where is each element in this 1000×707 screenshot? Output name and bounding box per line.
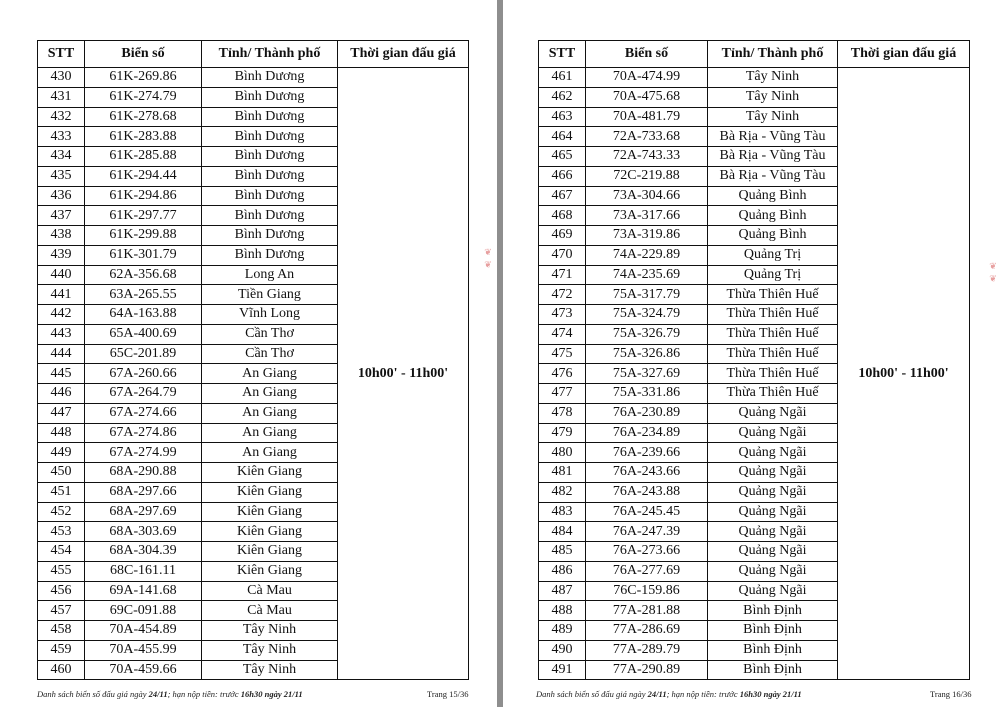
cell-plate: 77A-289.79 — [586, 640, 708, 660]
cell-province: Quảng Ngãi — [708, 522, 838, 542]
cell-stt: 481 — [539, 463, 586, 483]
cell-plate: 61K-285.88 — [85, 147, 202, 167]
cell-stt: 449 — [38, 443, 85, 463]
cell-stt: 471 — [539, 265, 586, 285]
cell-plate: 70A-481.79 — [586, 107, 708, 127]
cell-plate: 76A-245.45 — [586, 502, 708, 522]
cell-plate: 73A-319.86 — [586, 226, 708, 246]
cell-stt: 470 — [539, 245, 586, 265]
cell-province: Bình Định — [708, 621, 838, 641]
cell-plate: 61K-278.68 — [85, 107, 202, 127]
cell-stt: 486 — [539, 561, 586, 581]
cell-stt: 466 — [539, 166, 586, 186]
cell-stt: 450 — [38, 463, 85, 483]
cell-plate: 70A-475.68 — [586, 87, 708, 107]
cell-plate: 67A-274.99 — [85, 443, 202, 463]
cell-stt: 435 — [38, 166, 85, 186]
red-stamp-mark: ❦ ❦ — [484, 248, 494, 271]
cell-plate: 70A-459.66 — [85, 660, 202, 680]
cell-plate: 69C-091.88 — [85, 601, 202, 621]
cell-province: Bình Dương — [202, 186, 338, 206]
cell-stt: 458 — [38, 621, 85, 641]
cell-stt: 468 — [539, 206, 586, 226]
cell-stt: 465 — [539, 147, 586, 167]
cell-province: Quảng Ngãi — [708, 482, 838, 502]
cell-stt: 448 — [38, 423, 85, 443]
cell-province: Bình Định — [708, 640, 838, 660]
cell-province: Cần Thơ — [202, 344, 338, 364]
cell-plate: 61K-269.86 — [85, 68, 202, 88]
cell-plate: 75A-326.79 — [586, 324, 708, 344]
cell-province: Quảng Trị — [708, 265, 838, 285]
cell-province: Long An — [202, 265, 338, 285]
cell-stt: 469 — [539, 226, 586, 246]
cell-province: Bình Dương — [202, 127, 338, 147]
header-stt: STT — [539, 41, 586, 68]
cell-stt: 441 — [38, 285, 85, 305]
cell-province: Bình Dương — [202, 245, 338, 265]
cell-province: Thừa Thiên Huế — [708, 384, 838, 404]
cell-province: Bình Dương — [202, 166, 338, 186]
cell-province: Kiên Giang — [202, 522, 338, 542]
cell-province: Thừa Thiên Huế — [708, 324, 838, 344]
cell-stt: 472 — [539, 285, 586, 305]
cell-stt: 479 — [539, 423, 586, 443]
cell-stt: 460 — [38, 660, 85, 680]
cell-stt: 476 — [539, 364, 586, 384]
cell-stt: 455 — [38, 561, 85, 581]
table-header-row — [38, 41, 469, 68]
cell-plate: 61K-274.79 — [85, 87, 202, 107]
cell-stt: 473 — [539, 305, 586, 325]
cell-province: Quảng Bình — [708, 226, 838, 246]
cell-province: Quảng Ngãi — [708, 581, 838, 601]
cell-province: An Giang — [202, 443, 338, 463]
cell-plate: 70A-454.89 — [85, 621, 202, 641]
page-number: Trang 16/36 — [930, 689, 972, 699]
cell-stt: 490 — [539, 640, 586, 660]
cell-plate: 76A-234.89 — [586, 423, 708, 443]
table-body — [38, 68, 469, 680]
cell-plate: 76C-159.86 — [586, 581, 708, 601]
header-province: Tỉnh/ Thành phố — [202, 41, 338, 68]
cell-province: Quảng Ngãi — [708, 443, 838, 463]
cell-plate: 74A-235.69 — [586, 265, 708, 285]
cell-province: Quảng Ngãi — [708, 403, 838, 423]
cell-province: Bình Dương — [202, 147, 338, 167]
cell-plate: 76A-230.89 — [586, 403, 708, 423]
cell-time-slot: 10h00' - 11h00' — [338, 68, 469, 680]
cell-stt: 454 — [38, 542, 85, 562]
cell-plate: 77A-281.88 — [586, 601, 708, 621]
plate-table-left — [37, 40, 469, 680]
cell-plate: 61K-294.44 — [85, 166, 202, 186]
cell-province: Quảng Ngãi — [708, 502, 838, 522]
cell-plate: 73A-317.66 — [586, 206, 708, 226]
cell-province: An Giang — [202, 403, 338, 423]
cell-stt: 478 — [539, 403, 586, 423]
cell-plate: 61K-297.77 — [85, 206, 202, 226]
cell-plate: 75A-324.79 — [586, 305, 708, 325]
cell-plate: 70A-455.99 — [85, 640, 202, 660]
cell-stt: 487 — [539, 581, 586, 601]
cell-province: Kiên Giang — [202, 542, 338, 562]
cell-province: Thừa Thiên Huế — [708, 305, 838, 325]
cell-stt: 474 — [539, 324, 586, 344]
cell-province: An Giang — [202, 384, 338, 404]
cell-plate: 74A-229.89 — [586, 245, 708, 265]
cell-province: Tây Ninh — [202, 640, 338, 660]
cell-plate: 61K-294.86 — [85, 186, 202, 206]
cell-province: Thừa Thiên Huế — [708, 344, 838, 364]
cell-plate: 75A-317.79 — [586, 285, 708, 305]
cell-stt: 482 — [539, 482, 586, 502]
header-stt: STT — [38, 41, 85, 68]
plate-table-right — [538, 40, 970, 680]
cell-province: Tây Ninh — [708, 107, 838, 127]
cell-plate: 77A-286.69 — [586, 621, 708, 641]
cell-stt: 445 — [38, 364, 85, 384]
cell-province: Bà Rịa - Vũng Tàu — [708, 147, 838, 167]
cell-plate: 72A-743.33 — [586, 147, 708, 167]
cell-plate: 77A-290.89 — [586, 660, 708, 680]
cell-plate: 68A-304.39 — [85, 542, 202, 562]
cell-plate: 62A-356.68 — [85, 265, 202, 285]
footer-note: Danh sách biển số đấu giá ngày 24/11; hạn nộp tiền: trước 16h30 ngày 21/11 — [37, 689, 303, 699]
cell-plate: 68A-290.88 — [85, 463, 202, 483]
cell-plate: 68A-297.66 — [85, 482, 202, 502]
cell-province: Kiên Giang — [202, 482, 338, 502]
document-page-left — [0, 0, 497, 707]
cell-province: Quảng Ngãi — [708, 423, 838, 443]
cell-stt: 488 — [539, 601, 586, 621]
table-header-row — [539, 41, 970, 68]
cell-plate: 73A-304.66 — [586, 186, 708, 206]
table-row — [539, 68, 970, 88]
cell-province: Bình Dương — [202, 68, 338, 88]
cell-province: Quảng Bình — [708, 206, 838, 226]
cell-province: Tây Ninh — [708, 68, 838, 88]
cell-plate: 61K-283.88 — [85, 127, 202, 147]
cell-plate: 64A-163.88 — [85, 305, 202, 325]
cell-stt: 434 — [38, 147, 85, 167]
cell-province: Bình Định — [708, 660, 838, 680]
cell-province: Bà Rịa - Vũng Tàu — [708, 127, 838, 147]
cell-stt: 431 — [38, 87, 85, 107]
cell-stt: 430 — [38, 68, 85, 88]
cell-plate: 75A-331.86 — [586, 384, 708, 404]
cell-province: Kiên Giang — [202, 561, 338, 581]
cell-province: Cà Mau — [202, 601, 338, 621]
cell-time-slot: 10h00' - 11h00' — [838, 68, 970, 680]
cell-plate: 75A-326.86 — [586, 344, 708, 364]
cell-plate: 76A-277.69 — [586, 561, 708, 581]
cell-province: Quảng Ngãi — [708, 561, 838, 581]
cell-plate: 63A-265.55 — [85, 285, 202, 305]
cell-stt: 439 — [38, 245, 85, 265]
document-page-right — [503, 0, 1000, 707]
cell-plate: 67A-260.66 — [85, 364, 202, 384]
cell-province: An Giang — [202, 364, 338, 384]
cell-plate: 72A-733.68 — [586, 127, 708, 147]
cell-stt: 433 — [38, 127, 85, 147]
cell-plate: 76A-239.66 — [586, 443, 708, 463]
cell-plate: 67A-274.66 — [85, 403, 202, 423]
cell-plate: 61K-301.79 — [85, 245, 202, 265]
cell-plate: 69A-141.68 — [85, 581, 202, 601]
cell-province: Cần Thơ — [202, 324, 338, 344]
cell-province: Bà Rịa - Vũng Tàu — [708, 166, 838, 186]
cell-province: Kiên Giang — [202, 502, 338, 522]
cell-plate: 76A-247.39 — [586, 522, 708, 542]
cell-province: Tiền Giang — [202, 285, 338, 305]
cell-plate: 65A-400.69 — [85, 324, 202, 344]
cell-plate: 68C-161.11 — [85, 561, 202, 581]
cell-plate: 72C-219.88 — [586, 166, 708, 186]
header-plate: Biển số — [586, 41, 708, 68]
cell-province: Thừa Thiên Huế — [708, 364, 838, 384]
cell-plate: 61K-299.88 — [85, 226, 202, 246]
cell-stt: 438 — [38, 226, 85, 246]
red-stamp-mark: ❦ ❦ — [989, 262, 999, 285]
cell-plate: 75A-327.69 — [586, 364, 708, 384]
cell-province: Bình Dương — [202, 87, 338, 107]
cell-province: Bình Định — [708, 601, 838, 621]
cell-stt: 451 — [38, 482, 85, 502]
cell-province: Quảng Ngãi — [708, 542, 838, 562]
cell-province: Cà Mau — [202, 581, 338, 601]
cell-stt: 461 — [539, 68, 586, 88]
cell-plate: 76A-273.66 — [586, 542, 708, 562]
cell-province: Tây Ninh — [202, 660, 338, 680]
table-row — [38, 68, 469, 88]
cell-stt: 485 — [539, 542, 586, 562]
cell-stt: 432 — [38, 107, 85, 127]
cell-stt: 440 — [38, 265, 85, 285]
cell-province: Bình Dương — [202, 107, 338, 127]
cell-stt: 475 — [539, 344, 586, 364]
cell-stt: 456 — [38, 581, 85, 601]
cell-stt: 464 — [539, 127, 586, 147]
cell-stt: 467 — [539, 186, 586, 206]
cell-province: Vĩnh Long — [202, 305, 338, 325]
cell-plate: 68A-297.69 — [85, 502, 202, 522]
cell-stt: 436 — [38, 186, 85, 206]
cell-stt: 452 — [38, 502, 85, 522]
cell-stt: 477 — [539, 384, 586, 404]
cell-stt: 444 — [38, 344, 85, 364]
cell-plate: 67A-274.86 — [85, 423, 202, 443]
cell-province: Quảng Trị — [708, 245, 838, 265]
cell-stt: 491 — [539, 660, 586, 680]
cell-stt: 457 — [38, 601, 85, 621]
cell-province: Bình Dương — [202, 206, 338, 226]
header-time: Thời gian đấu giá — [838, 41, 970, 68]
cell-province: Thừa Thiên Huế — [708, 285, 838, 305]
header-time: Thời gian đấu giá — [338, 41, 469, 68]
cell-stt: 447 — [38, 403, 85, 423]
cell-plate: 68A-303.69 — [85, 522, 202, 542]
header-province: Tỉnh/ Thành phố — [708, 41, 838, 68]
cell-stt: 443 — [38, 324, 85, 344]
cell-stt: 437 — [38, 206, 85, 226]
cell-stt: 463 — [539, 107, 586, 127]
cell-province: Quảng Bình — [708, 186, 838, 206]
cell-plate: 70A-474.99 — [586, 68, 708, 88]
cell-plate: 76A-243.66 — [586, 463, 708, 483]
cell-plate: 67A-264.79 — [85, 384, 202, 404]
cell-province: Tây Ninh — [202, 621, 338, 641]
cell-province: Bình Dương — [202, 226, 338, 246]
cell-stt: 459 — [38, 640, 85, 660]
cell-stt: 442 — [38, 305, 85, 325]
header-plate: Biển số — [85, 41, 202, 68]
cell-stt: 462 — [539, 87, 586, 107]
cell-stt: 480 — [539, 443, 586, 463]
cell-stt: 453 — [38, 522, 85, 542]
cell-stt: 489 — [539, 621, 586, 641]
cell-plate: 65C-201.89 — [85, 344, 202, 364]
cell-province: Tây Ninh — [708, 87, 838, 107]
cell-stt: 483 — [539, 502, 586, 522]
cell-province: Kiên Giang — [202, 463, 338, 483]
cell-province: An Giang — [202, 423, 338, 443]
cell-stt: 446 — [38, 384, 85, 404]
cell-stt: 484 — [539, 522, 586, 542]
cell-province: Quảng Ngãi — [708, 463, 838, 483]
table-body — [539, 68, 970, 680]
page-number: Trang 15/36 — [427, 689, 469, 699]
cell-plate: 76A-243.88 — [586, 482, 708, 502]
footer-note: Danh sách biển số đấu giá ngày 24/11; hạn nộp tiền: trước 16h30 ngày 21/11 — [536, 689, 802, 699]
